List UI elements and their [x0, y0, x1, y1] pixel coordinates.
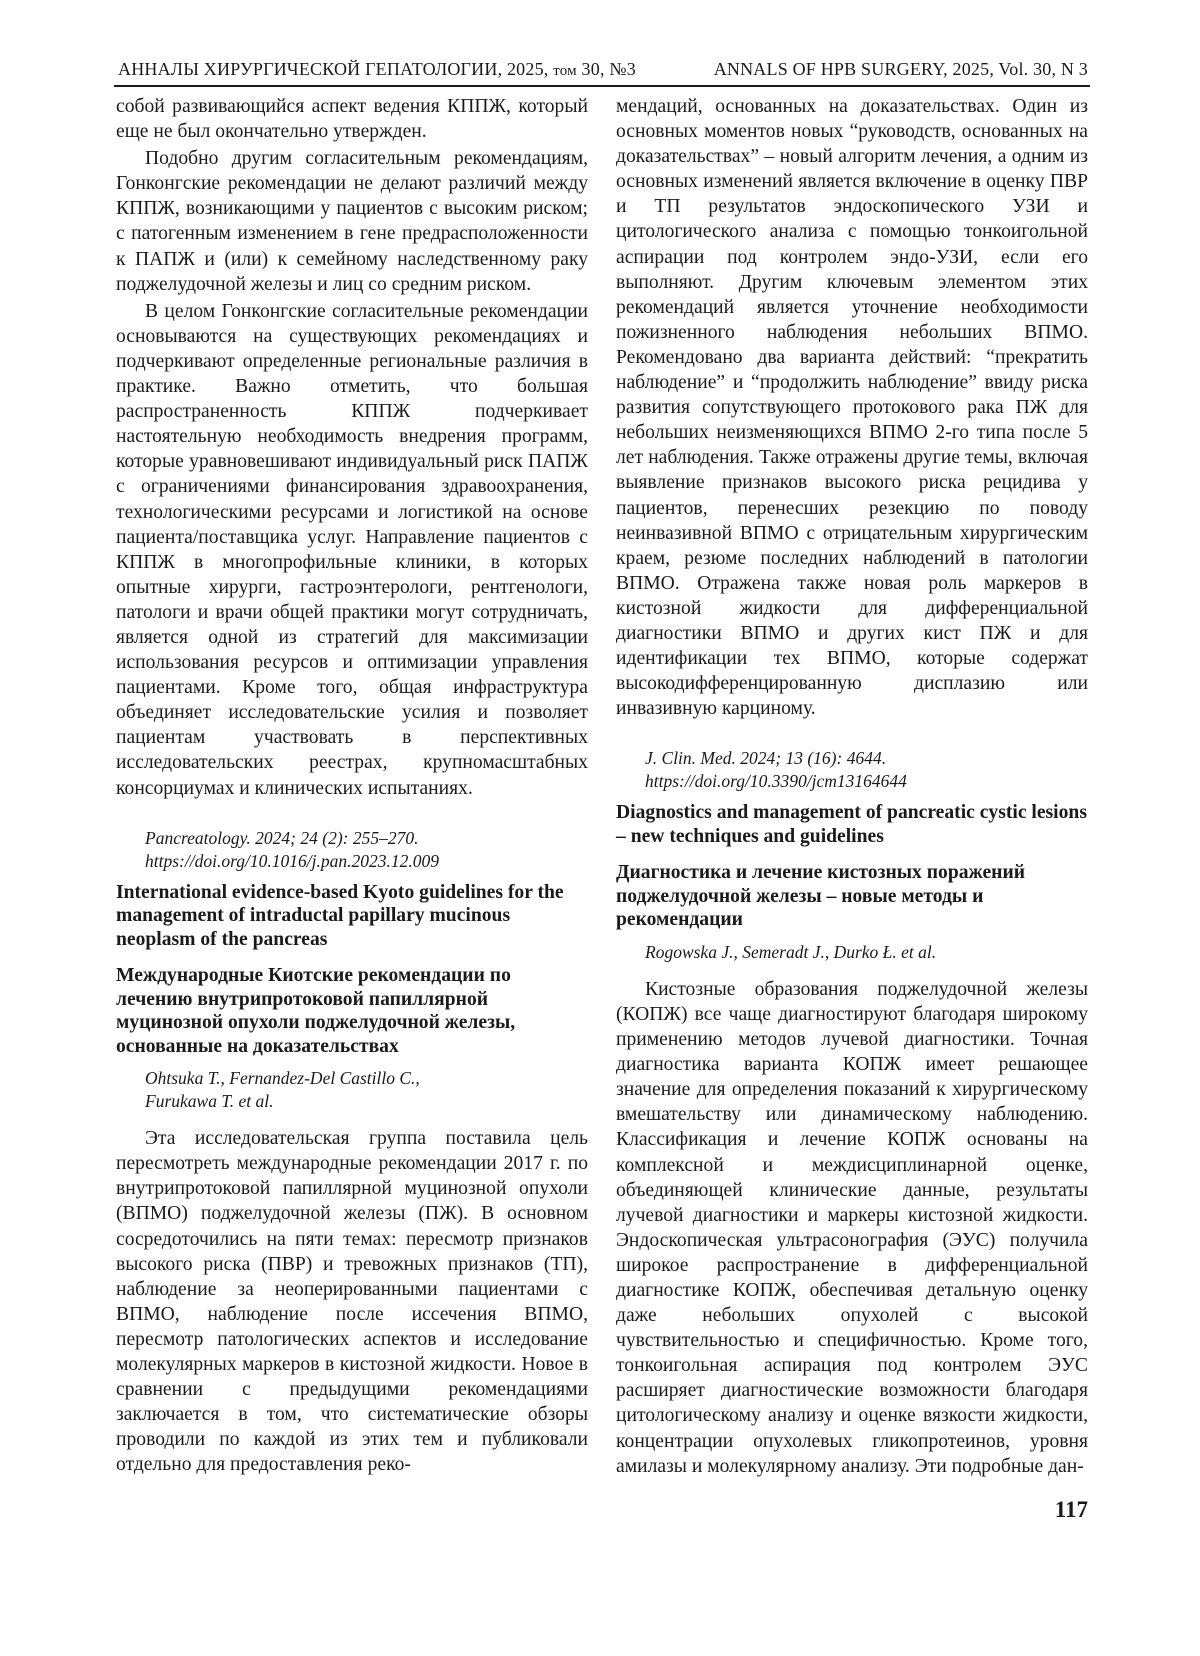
article-1-title-en: International evidence-based Kyoto guidelines for the management of intraductal papillary mucinous neoplasm of the pancreas — [116, 881, 564, 950]
article-2-abstract: Кистозные образования поджелудочной железы (КОПЖ) все чаще диагностируют благодаря широкому применению методов лучевой диагностики. Точная диагностика варианта КОПЖ имеет решающее значение для определения показаний к хирургическому вмешательству или динамическому наблюдению. Классификация и лечение КОПЖ основаны на комплексной и междисциплинарной оценке, объединяющей клинические данные, результаты лучевой диагностики и маркеры кистозной жидкости. Эндоскопическая ультрасонография (ЭУС) получила широкое распространение в дифференциальной диагностике КОПЖ, обеспечивая детальную оценку даже небольших опухолей с высокой чувствительностью и специфичностью. Кроме того, тонкоигольная аспирация под контролем ЭУС расширяет диагностические возможности благодаря цитологическому анализу и оценке вязкости жидкости, концентрации опухолевых гликопротеинов, уровня амилазы и молекулярному анализу. Эти подробные дан- — [616, 978, 1088, 1477]
article-2-source: J. Clin. Med. 2024; 13 (16): 4644. — [645, 748, 887, 769]
header-journal-en: ANNALS OF HPB SURGERY, 2025, Vol. 30, N 3 — [713, 59, 1088, 79]
article-2-doi: https://doi.org/10.3390/jcm13164644 — [645, 771, 907, 792]
article-1-authors: Ohtsuka T., Fernandez-Del Castillo C., Furukawa T. et al. — [145, 1068, 420, 1112]
running-header — [114, 57, 1090, 87]
header-journal-ru: АННАЛЫ ХИРУРГИЧЕСКОЙ ГЕПАТОЛОГИИ, 2025, том 30, №3 — [118, 59, 636, 79]
article-2-title-en: Diagnostics and management of pancreatic cystic lesions – new techniques and guidelines — [616, 802, 1087, 847]
right-column — [616, 94, 1088, 1479]
article-2-authors: Rogowska J., Semeradt J., Durko Ł. et al. — [645, 941, 937, 962]
left-paragraph-2: Подобно другим согласительным рекомендациям, Гонконгские рекомендации не делают различий между КППЖ, возникающими у пациентов с высоким риском; с патогенным изменением в гене предрасположенности к ПАПЖ и (или) к семейному наследственному раку поджелудочной железы и лиц со средним риском. — [116, 148, 588, 295]
article-1-doi: https://doi.org/10.1016/j.pan.2023.12.009 — [145, 850, 439, 871]
article-1-source: Pancreatology. 2024; 24 (2): 255–270. — [145, 827, 419, 848]
page-number: 117 — [1054, 1497, 1088, 1522]
article-1-abstract-continued: мендаций, основанных на доказательствах. Один из основных моментов новых “руководств, основанных на доказательствах” – новый алгоритм лечения, а одним из основных изменений является включение в оценку ПВР и ТП результатов эндоскопического УЗИ и цитологического анализа с помощью тонкоигольной аспирации под контролем эндо-УЗИ, если его выполняют. Другим ключевым элементом этих рекомендаций является уточнение необходимости пожизненного наблюдения небольших ВПМО. Рекомендовано два варианта действий: “прекратить наблюдение” и “продолжить наблюдение” ввиду риска развития сопутствующего протокового рака ПЖ для небольших неизменяющихся ВПМО 2-го типа после 5 лет наблюдения. Также отражены другие темы, включая выявление признаков высокого риска рецидива у пациентов, перенесших резекцию по поводу неинвазивной ВПМО с отрицательным хирургическим краем, резюме последних наблюдений в патологии ВПМО. Отражена также новая роль маркеров в кистозной жидкости для дифференциальной диагностики ВПМО и других кист ПЖ и для идентификации тех ВПМО, которые содержат высокодифференцированную дисплазию или инвазивную карциному. — [616, 96, 1088, 720]
left-paragraph-3: В целом Гонконгские согласительные рекомендации основываются на существующих рекомендациях и подчеркивают определенные региональные различия в практике. Важно отметить, что большая распространенность КППЖ подчеркивает настоятельную необходимость внедрения программ, которые уравновешивают индивидуальный риск ПАПЖ с ограничениями финансирования здравоохранения, технологическими ресурсами и логистикой на основе пациента/поставщика услуг. Направление пациентов с КППЖ в многопрофильные клиники, в которых опытные хирурги, гастроэнтерологи, рентгенологи, патологи и врачи общей практики могут сотрудничать, является одной из стратегий для максимизации использования ресурсов и оптимизации управления пациентами. Кроме того, общая инфраструктура объединяет исследовательские усилия и позволяет пациентам участвовать в перспективных исследовательских реестрах, крупномасштабных консорциумах и клинических испытаниях. — [116, 300, 588, 799]
article-1-title-ru: Международные Киотские рекомендации по лечению внутрипротоковой папиллярной муцинозной опухоли поджелудочной железы, основанные на доказательствах — [116, 965, 516, 1057]
article-2-title-ru: Диагностика и лечение кистозных поражений поджелудочной железы – новые методы и рекомендации — [616, 862, 1026, 931]
article-1-abstract: Эта исследовательская группа поставила цель пересмотреть международные рекомендации 2017 г. по внутрипротоковой папиллярной муцинозной опухоли (ВПМО) поджелудочной железы (ПЖ). В основном сосредоточились на пяти темах: пересмотр признаков высокого риска (ПВР) и тревожных признаков (ТП), наблюдение за неоперированными пациентами с ВПМО, наблюдение после иссечения ВПМО, пересмотр патологических аспектов и исследование молекулярных маркеров в кистозной жидкости. Новое в сравнении с предыдущими рекомендациями заключается в том, что систематические обзоры проводили по каждой из этих тем и публиковали отдельно для предоставления реко- — [116, 1128, 588, 1476]
left-column — [116, 94, 588, 1477]
left-paragraph-1: собой развивающийся аспект ведения КППЖ, который еще не был окончательно утвержден. — [116, 96, 588, 143]
